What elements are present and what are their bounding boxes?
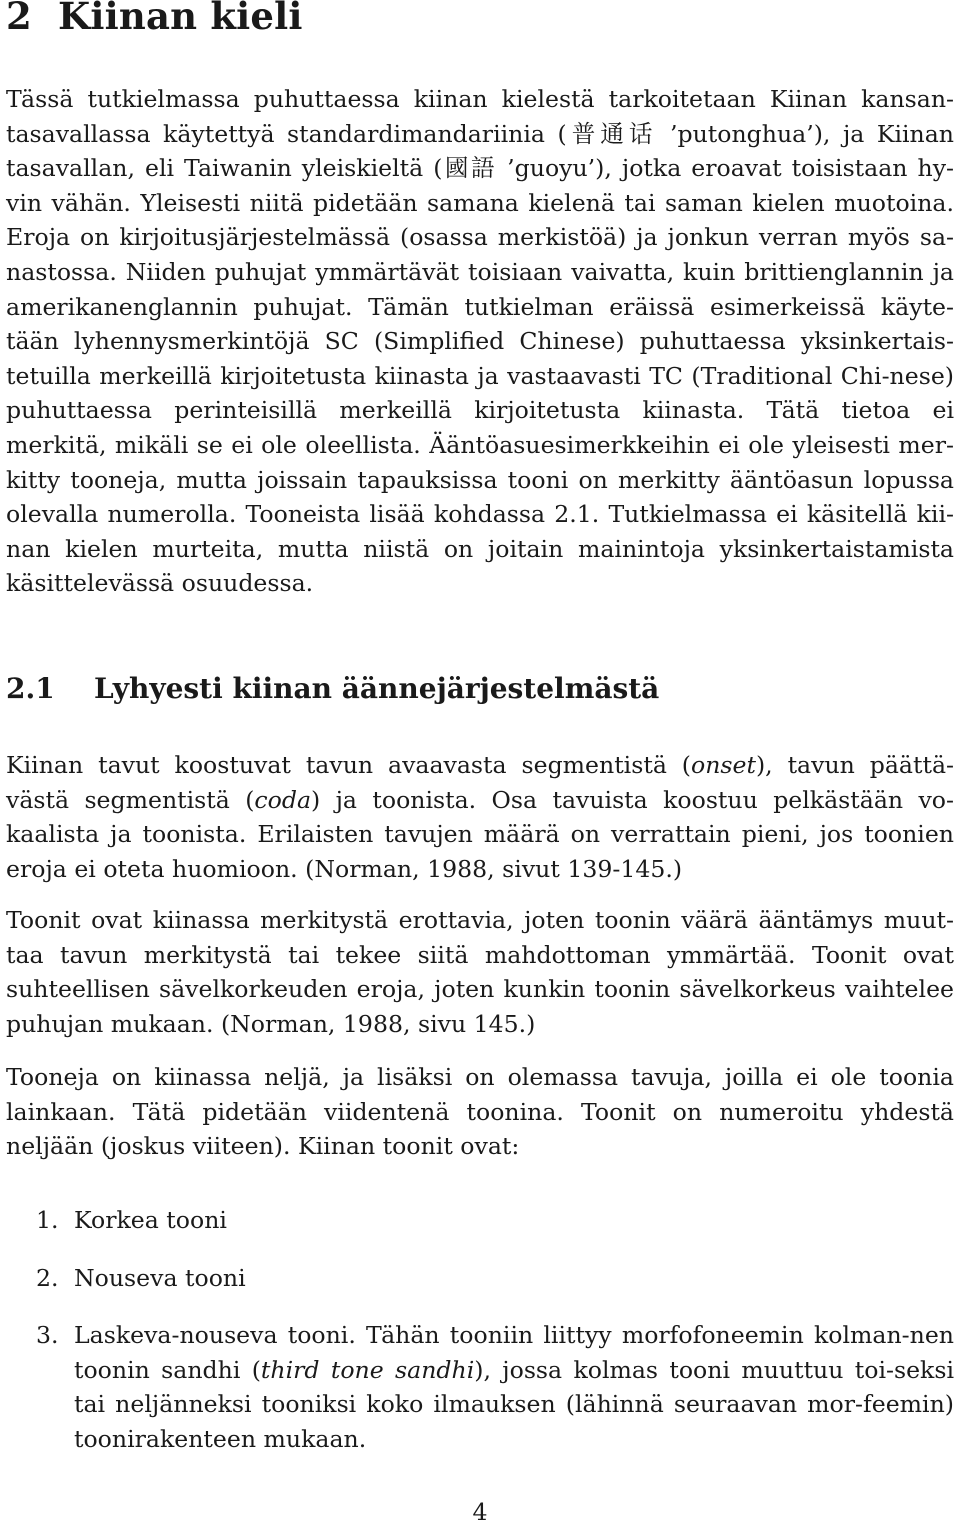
list-item — [6, 1203, 954, 1238]
term-third-tone-sandhi: third tone sandhi — [260, 1355, 475, 1384]
term-onset: onset — [691, 751, 756, 779]
list-item — [6, 1318, 954, 1456]
section-number: 2.1 — [6, 672, 55, 705]
p1-text-b: ), tavun päättä-västä segmentistä ( — [6, 751, 954, 814]
list-item-text-b: ), jossa kolmas tooni muuttuu toi-seksi tai neljänneksi tooniksi koko ilmauksen (lähinnä seuraavan mor-feemin) toonirakenteen mukaan. — [74, 1355, 955, 1453]
list-item-text: Nouseva tooni — [74, 1263, 246, 1292]
section-title: Lyhyesti kiinan äännejärjestelmästä — [94, 672, 660, 705]
p1-text-a: Kiinan tavut koostuvat tavun avaavasta segmentistä ( — [6, 751, 691, 779]
tones-count-paragraph — [6, 1060, 954, 1164]
chapter-heading — [6, 0, 303, 38]
term-coda: coda — [254, 785, 312, 814]
tones-meaning-paragraph — [6, 903, 954, 1041]
list-item-text-a: Laskeva-nouseva tooni. Tähän tooniin liittyy morfofoneemin kolman-nen toonin sandhi ( — [74, 1321, 954, 1384]
list-marker: 1. — [36, 1206, 59, 1234]
p3-text: Tooneja on kiinassa neljä, ja lisäksi on olemassa tavuja, joilla ei ole toonia lainkaan. Tätä pidetään viidentenä toonina. Toonit on numeroitu yhdestä neljään (joskus viiteen). Kiinan toonit ovat: — [6, 1063, 954, 1161]
list-item-text: Korkea tooni — [74, 1206, 227, 1234]
list-item — [6, 1261, 954, 1296]
list-marker: 3. — [36, 1321, 59, 1350]
p2-text: Toonit ovat kiinassa merkitystä erottavia, joten toonin väärä ääntämys muut-taa tavun merkitystä tai tekee siitä mahdottoman ymmärtää. Toonit ovat suhteellisen sävelkorkeuden eroja, joten kunkin toonin sävelkorkeus vaihtelee puhujan mukaan. (Norman, 1988, sivu 145.) — [6, 906, 954, 1038]
p1-text-c: ) ja toonista. Osa tavuista koostuu pelkästään vo-kaalista ja toonista. Erilaisten tavujen määrä on verrattain pieni, jos toonien eroja ei oteta huomioon. (Norman, 1988, sivut 139-145.) — [6, 785, 954, 883]
chapter-number: 2 — [6, 0, 32, 38]
chapter-title: Kiinan kieli — [58, 0, 303, 38]
list-marker: 2. — [36, 1263, 59, 1292]
page-number: 4 — [472, 1498, 488, 1526]
syllable-paragraph — [6, 748, 954, 886]
tone-list — [6, 1203, 954, 1480]
intro-paragraph — [6, 82, 954, 601]
section-heading — [6, 672, 659, 705]
intro-text: Tässä tutkielmassa puhuttaessa kiinan kielestä tarkoitetaan Kiinan kansan-tasavallassa käytettyä standardimandariinia (普通话 ’putonghua’), ja Kiinan tasavallan, eli Taiwanin yleiskieltä (國語 ’guoyu’), jotka eroavat toisistaan hy-vin vähän. Yleisesti niitä pidetään samana kielenä tai saman kielen muotoina. Eroja on kirjoitusjärjestelmässä (osassa merkistöä) ja jonkun verran myös sa-nastossa. Niiden puhujat ymmärtävät toisiaan vaivatta, kuin brittienglannin ja amerikanenglannin puhujat. Tämän tutkielman eräissä esimerkeissä käyte-tään lyhennysmerkintöjä SC (Simplified Chinese) puhuttaessa yksinkertais-tetuilla merkeillä kirjoitetusta kiinasta ja vastaavasti TC (Traditional Chi-nese) puhuttaessa perinteisillä merkeillä kirjoitetusta kiinasta. Tätä tietoa ei merkitä, mikäli se ei ole oleellista. Ääntöasuesimerkkeihin ei ole yleisesti mer-kitty tooneja, mutta joissain tapauksissa tooni on merkitty ääntöasun lopussa olevalla numerolla. Tooneista lisää kohdassa 2.1. Tutkielmassa ei käsitellä kii-nan kielen murteita, mutta niistä on joitain mainintoja yksinkertaistamista käsittelevässä osuudessa. — [6, 85, 954, 598]
